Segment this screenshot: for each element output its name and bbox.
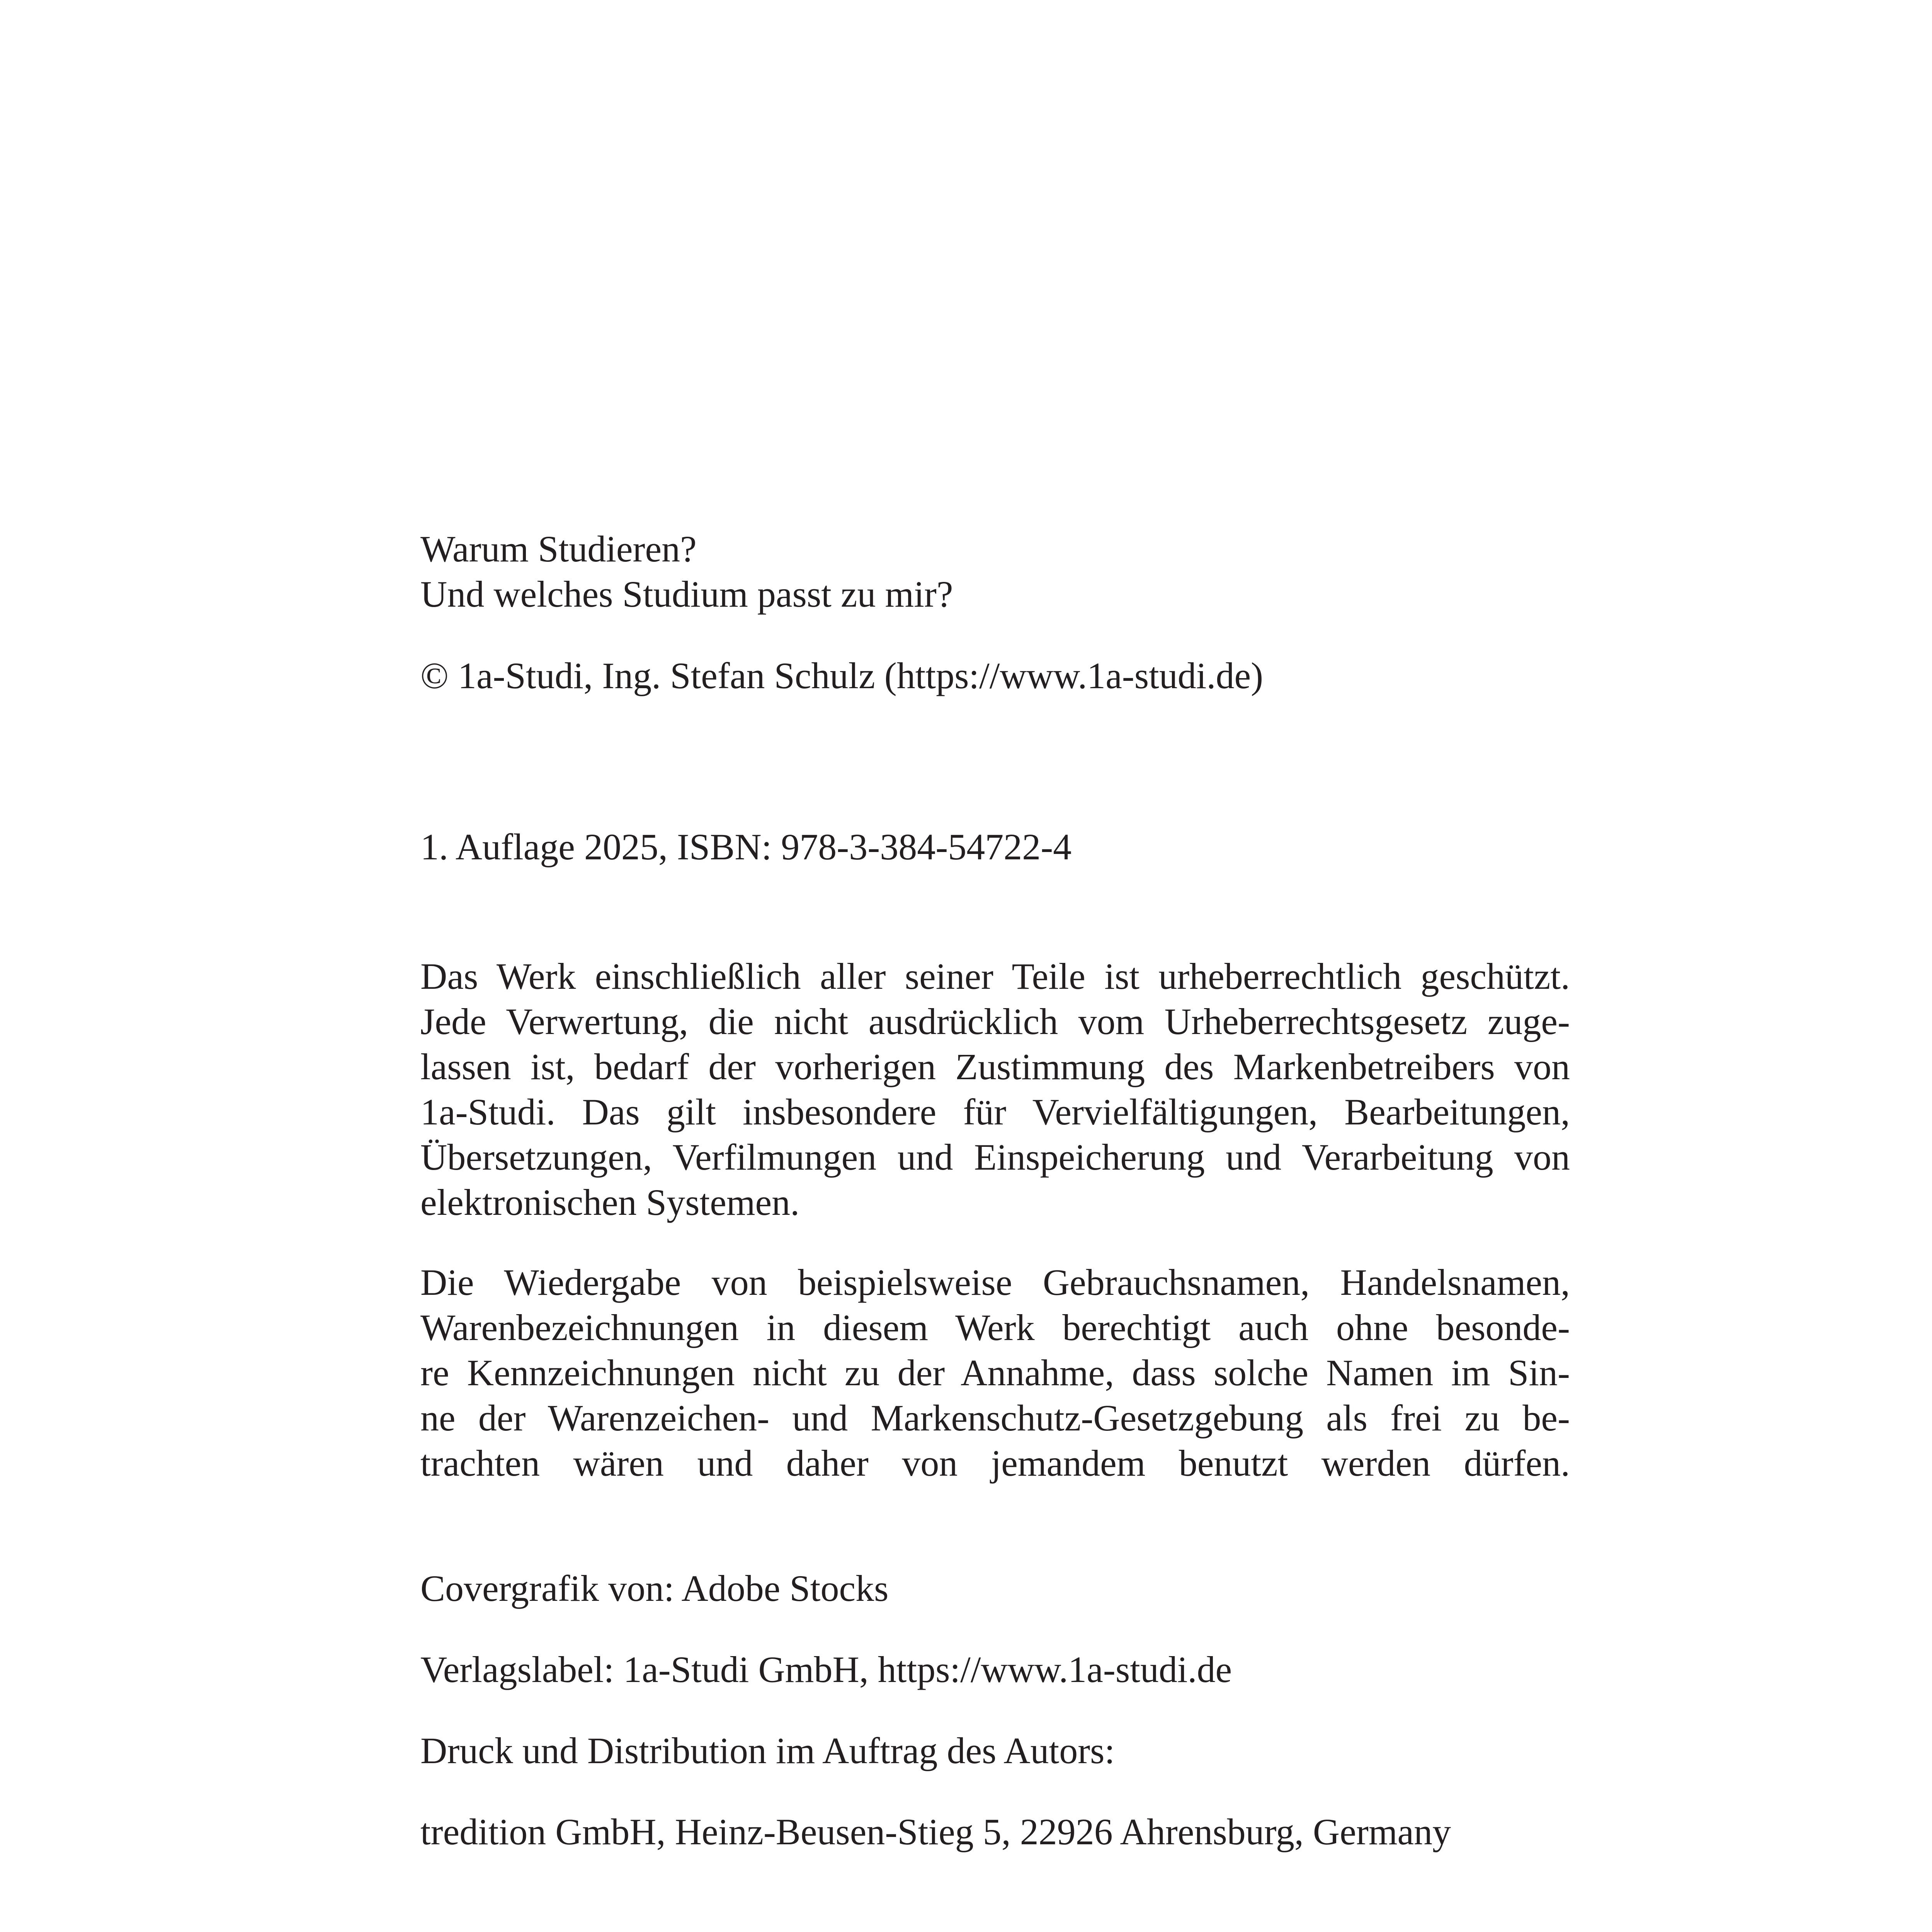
distribution-note-text: Druck und Distribution im Auftrag des Autors: (420, 1730, 1115, 1771)
edition-info (420, 824, 1570, 869)
book-title-block (420, 526, 1570, 617)
legal-paragraph-line: Das Werk einschließlich aller seiner Teile ist urheberrechtlich geschützt. (420, 956, 1570, 997)
legal-paragraph-line: Jede Verwertung, die nicht ausdrücklich vom Urheberrechtsgesetz zuge- (420, 1001, 1570, 1042)
legal-paragraph-line: 1a-Studi. Das gilt insbesondere für Vervielfältigungen, Bearbeitungen, (420, 1091, 1570, 1133)
legal-paragraph-line: elektronischen Systemen. (420, 1182, 800, 1223)
printer-address-text: tredition GmbH, Heinz-Beusen-Stieg 5, 22926 Ahrensburg, Germany (420, 1811, 1451, 1852)
trademark-legal-paragraph (420, 1260, 1570, 1486)
copyright-notice (420, 653, 1570, 698)
book-subtitle: Und welches Studium passt zu mir? (420, 573, 953, 615)
copyright-text: © 1a-Studi, Ing. Stefan Schulz (https://www.1a-studi.de) (420, 655, 1264, 696)
trademark-paragraph-line: trachten wären und daher von jemandem benutzt werden dürfen. (420, 1442, 1570, 1484)
trademark-paragraph-line: Die Wiedergabe von beispielsweise Gebrauchsnamen, Handelsnamen, (420, 1262, 1570, 1303)
trademark-paragraph-line: ne der Warenzeichen- und Markenschutz-Gesetzgebung als frei zu be- (420, 1397, 1570, 1439)
legal-paragraph-line: lassen ist, bedarf der vorherigen Zustimmung des Markenbetreibers von (420, 1046, 1570, 1087)
printer-address (420, 1809, 1570, 1854)
legal-paragraph-line: Übersetzungen, Verfilmungen und Einspeicherung und Verarbeitung von (420, 1136, 1570, 1178)
book-title: Warum Studieren? (420, 528, 697, 570)
publisher-label-text: Verlagslabel: 1a-Studi GmbH, https://www.1a-studi.de (420, 1649, 1232, 1690)
distribution-note (420, 1728, 1570, 1773)
publisher-label (420, 1647, 1570, 1692)
edition-isbn-text: 1. Auflage 2025, ISBN: 978-3-384-54722-4 (420, 826, 1072, 867)
cover-credit-text: Covergrafik von: Adobe Stocks (420, 1568, 889, 1609)
copyright-legal-paragraph (420, 954, 1570, 1225)
trademark-paragraph-line: Warenbezeichnungen in diesem Werk berechtigt auch ohne besonde- (420, 1307, 1570, 1348)
trademark-paragraph-line: re Kennzeichnungen nicht zu der Annahme, dass solche Namen im Sin- (420, 1352, 1570, 1393)
cover-credit (420, 1566, 1570, 1611)
